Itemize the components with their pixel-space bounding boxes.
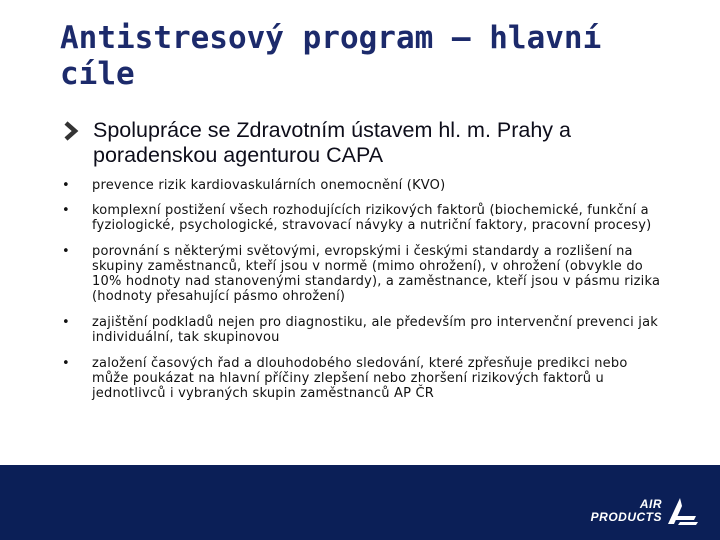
bullet-marker: • [62,315,70,330]
list-item [62,356,667,401]
list-item [62,244,667,304]
bullet-list [62,178,667,401]
air-products-logo [580,496,700,528]
bullet-marker: • [62,203,70,218]
bullet-text: založení časových řad a dlouhodobého sledování, které zpřesňuje predikci nebo může poukázat na hlavní příčiny zlepšení nebo zhoršení rizikových faktorů u jednotlivců i vybraných skupin zaměstnanců AP ČR [92,356,628,401]
bullet-text: komplexní postižení všech rozhodujících rizikových faktorů (biochemické, funkční a fyziologické, psychologické, stravovací návyky a nutriční faktory, pracovní procesy) [92,203,652,233]
logo-line-2: PRODUCTS [590,510,662,524]
main-point [62,118,662,168]
bullet-text: porovnání s některými světovými, evropskými i českými standardy a rozlišení na skupiny zaměstnanců, kteří jsou v normě (mimo ohrožení), v ohrožení (obvykle do 10% hodnoty nad stanovenými standardy), a zaměstnance, kteří jsou v pásmu rizika (hodnoty přesahující pásmo ohrožení) [92,244,661,304]
main-point-text: Spolupráce se Zdravotním ústavem hl. m. Prahy a poradenskou agenturou CAPA [93,118,571,167]
bullet-text: zajištění podkladů nejen pro diagnostiku, ale především pro intervenční prevenci jak individuální, tak skupinovou [92,315,658,345]
list-item [62,315,667,345]
bullet-marker: • [62,356,70,371]
logo-line-1: AIR [639,497,662,511]
chevron-right-icon [62,120,84,142]
bullet-marker: • [62,244,70,259]
bullet-marker: • [62,178,70,193]
bullet-text: prevence rizik kardiovaskulárních onemocnění (KVO) [92,178,446,193]
footer-band [0,465,720,540]
list-item [62,203,667,233]
list-item [62,178,667,193]
logo-mark-icon [666,496,700,526]
slide-title: Antistresový program – hlavní cíle [60,20,602,92]
